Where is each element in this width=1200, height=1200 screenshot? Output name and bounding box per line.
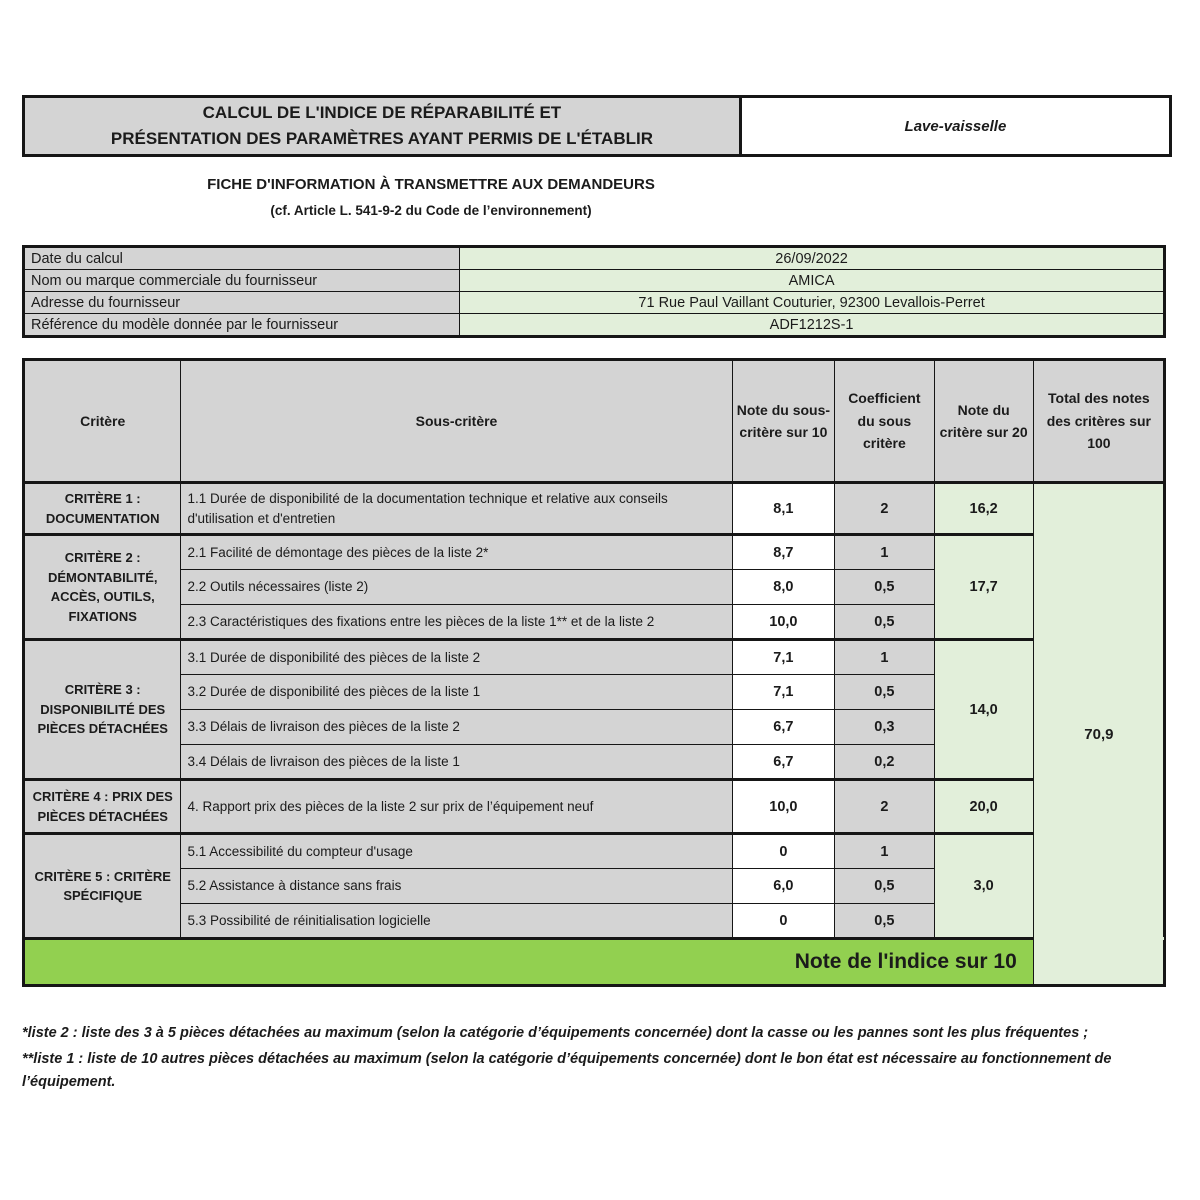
sub-4-note: 10,0 bbox=[732, 780, 835, 834]
info-row-address bbox=[24, 292, 1165, 314]
supplier-info-table bbox=[22, 245, 1166, 338]
sub-2-2-label: 2.2 Outils nécessaires (liste 2) bbox=[181, 570, 732, 605]
criterion-2-score20: 17,7 bbox=[934, 535, 1033, 640]
sub-3-2-coef: 0,5 bbox=[835, 675, 934, 710]
criterion-3-score20: 14,0 bbox=[934, 640, 1033, 780]
total-score-100: 70,9 bbox=[1033, 483, 1164, 986]
sub-2-3-coef: 0,5 bbox=[835, 605, 934, 640]
sub-3-1-label: 3.1 Durée de disponibilité des pièces de la liste 2 bbox=[181, 640, 732, 675]
info-value-address: 71 Rue Paul Vaillant Couturier, 92300 Levallois-Perret bbox=[460, 292, 1165, 314]
sub-5-1-note: 0 bbox=[732, 834, 835, 869]
sub-5-2-note: 6,0 bbox=[732, 869, 835, 904]
footnote-liste1: **liste 1 : liste de 10 autres pièces détachées au maximum (selon la catégorie d’équipements concernée) dont le bon état est nécessaire au fonctionnement de l’équipement. bbox=[22, 1051, 1112, 1090]
criteria-table-header-row bbox=[24, 360, 1165, 483]
sub-2-3-label: 2.3 Caractéristiques des fixations entre les pièces de la liste 1** et de la liste 2 bbox=[181, 605, 732, 640]
info-label-brand: Nom ou marque commerciale du fournisseur bbox=[24, 270, 460, 292]
criterion-5-name: CRITÈRE 5 : CRITÈRE SPÉCIFIQUE bbox=[24, 834, 181, 939]
sub-3-1-coef: 1 bbox=[835, 640, 934, 675]
document-title bbox=[25, 98, 742, 154]
col-header-critere: Critère bbox=[24, 360, 181, 483]
title-banner bbox=[22, 95, 1172, 157]
sub-5-1-coef: 1 bbox=[835, 834, 934, 869]
sub-2-2-note: 8,0 bbox=[732, 570, 835, 605]
final-index-row bbox=[24, 939, 1165, 986]
info-label-model: Référence du modèle donnée par le fournisseur bbox=[24, 314, 460, 337]
sub-5-2-label: 5.2 Assistance à distance sans frais bbox=[181, 869, 732, 904]
col-header-total: Total des notes des critères sur 100 bbox=[1033, 360, 1164, 483]
sub-4-coef: 2 bbox=[835, 780, 934, 834]
sub-1-1-coef: 2 bbox=[835, 483, 934, 535]
col-header-note-critere: Note du critère sur 20 bbox=[934, 360, 1033, 483]
criterion-2-row-1 bbox=[24, 535, 1165, 570]
info-value-brand: AMICA bbox=[460, 270, 1165, 292]
criterion-5-score20: 3,0 bbox=[934, 834, 1033, 939]
info-label-date: Date du calcul bbox=[24, 247, 460, 270]
criterion-3-name: CRITÈRE 3 : DISPONIBILITÉ DES PIÈCES DÉTACHÉES bbox=[24, 640, 181, 780]
document-title-line1: CALCUL DE L'INDICE DE RÉPARABILITÉ ET bbox=[202, 102, 562, 122]
info-value-model: ADF1212S-1 bbox=[460, 314, 1165, 337]
info-row-model bbox=[24, 314, 1165, 337]
subtitle-line1: FICHE D'INFORMATION À TRANSMETTRE AUX DEMANDEURS bbox=[207, 176, 655, 193]
sub-5-3-coef: 0,5 bbox=[835, 904, 934, 939]
document-title-line2: PRÉSENTATION DES PARAMÈTRES AYANT PERMIS DE L'ÉTABLIR bbox=[110, 129, 653, 148]
sub-5-3-note: 0 bbox=[732, 904, 835, 939]
criterion-5-row-1 bbox=[24, 834, 1165, 869]
sub-2-2-coef: 0,5 bbox=[835, 570, 934, 605]
criterion-1-score20: 16,2 bbox=[934, 483, 1033, 535]
sub-3-2-label: 3.2 Durée de disponibilité des pièces de la liste 1 bbox=[181, 675, 732, 710]
criterion-4-row bbox=[24, 780, 1165, 834]
info-label-address: Adresse du fournisseur bbox=[24, 292, 460, 314]
sub-2-1-coef: 1 bbox=[835, 535, 934, 570]
col-header-note-sous-critere: Note du sous-critère sur 10 bbox=[732, 360, 835, 483]
sub-2-1-label: 2.1 Facilité de démontage des pièces de la liste 2* bbox=[181, 535, 732, 570]
product-category-cell bbox=[742, 98, 1169, 154]
subtitle-block bbox=[0, 176, 862, 218]
col-header-coefficient: Coefficient du sous critère bbox=[835, 360, 934, 483]
col-header-sous-critere: Sous-critère bbox=[181, 360, 732, 483]
sub-3-1-note: 7,1 bbox=[732, 640, 835, 675]
criterion-1-row bbox=[24, 483, 1165, 535]
sub-2-3-note: 10,0 bbox=[732, 605, 835, 640]
criterion-1-name: CRITÈRE 1 : DOCUMENTATION bbox=[24, 483, 181, 535]
sub-3-4-label: 3.4 Délais de livraison des pièces de la liste 1 bbox=[181, 745, 732, 780]
sub-1-1-note: 8,1 bbox=[732, 483, 835, 535]
criterion-2-name: CRITÈRE 2 : DÉMONTABILITÉ, ACCÈS, OUTILS, FIXATIONS bbox=[24, 535, 181, 640]
criterion-4-name: CRITÈRE 4 : PRIX DES PIÈCES DÉTACHÉES bbox=[24, 780, 181, 834]
criteria-table bbox=[22, 358, 1166, 987]
info-value-date: 26/09/2022 bbox=[460, 247, 1165, 270]
criterion-3-row-1 bbox=[24, 640, 1165, 675]
info-row-date bbox=[24, 247, 1165, 270]
sub-1-1-label: 1.1 Durée de disponibilité de la documentation technique et relative aux conseils d'utilisation et d'entretien bbox=[181, 483, 732, 535]
sub-5-2-coef: 0,5 bbox=[835, 869, 934, 904]
sub-2-1-note: 8,7 bbox=[732, 535, 835, 570]
sub-3-4-note: 6,7 bbox=[732, 745, 835, 780]
sub-5-3-label: 5.3 Possibilité de réinitialisation logicielle bbox=[181, 904, 732, 939]
sub-3-3-note: 6,7 bbox=[732, 710, 835, 745]
sub-4-label: 4. Rapport prix des pièces de la liste 2 sur prix de l’équipement neuf bbox=[181, 780, 732, 834]
product-category: Lave-vaisselle bbox=[904, 117, 1007, 135]
footnotes bbox=[22, 1022, 1172, 1097]
final-index-label: Note de l'indice sur 10 bbox=[24, 939, 1034, 986]
footnote-liste2: *liste 2 : liste des 3 à 5 pièces détachées au maximum (selon la catégorie d’équipements concernée) dont la casse ou les pannes sont les plus fréquentes ; bbox=[22, 1025, 1089, 1041]
sub-5-1-label: 5.1 Accessibilité du compteur d'usage bbox=[181, 834, 732, 869]
info-row-brand bbox=[24, 270, 1165, 292]
sub-3-3-label: 3.3 Délais de livraison des pièces de la liste 2 bbox=[181, 710, 732, 745]
sub-3-4-coef: 0,2 bbox=[835, 745, 934, 780]
sub-3-3-coef: 0,3 bbox=[835, 710, 934, 745]
criterion-4-score20: 20,0 bbox=[934, 780, 1033, 834]
sub-3-2-note: 7,1 bbox=[732, 675, 835, 710]
subtitle-line2: (cf. Article L. 541-9-2 du Code de l’environnement) bbox=[270, 203, 592, 218]
